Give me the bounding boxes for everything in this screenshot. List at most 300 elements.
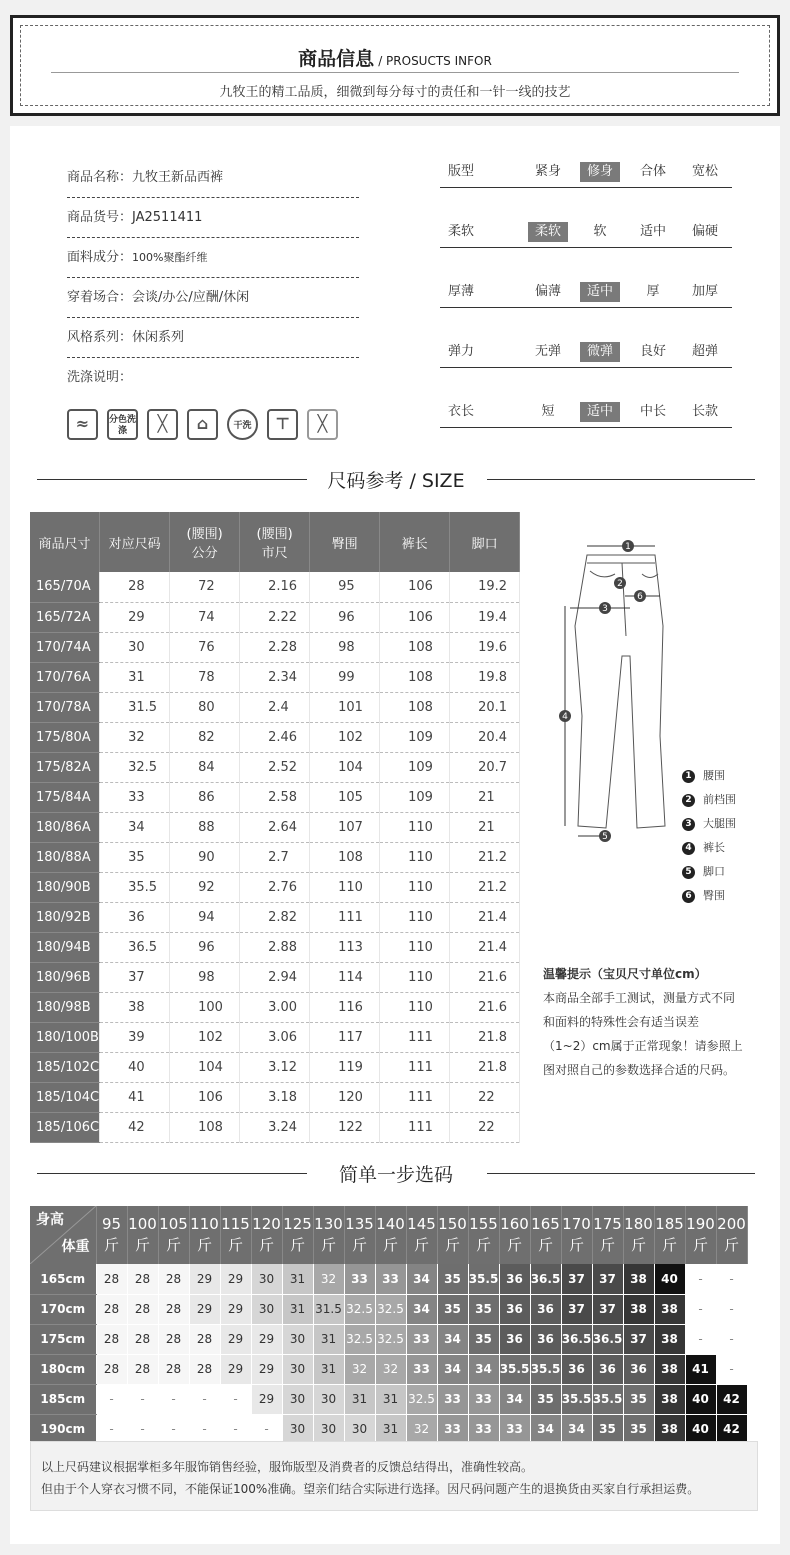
note-line: 以上尺码建议根据掌柜多年服饰销售经验，服饰版型及消费者的反馈总结得出，准确性较高。 (41, 1460, 534, 1474)
pick-cell: 33 (406, 1324, 437, 1354)
attr-option: 长款 (691, 404, 718, 419)
attr-option: 短 (541, 404, 555, 419)
size-cell: 110 (380, 872, 450, 902)
size-row (30, 782, 520, 812)
product-info-header (10, 15, 780, 116)
iron-icon: ⌂ (187, 409, 218, 440)
size-cell: 109 (380, 722, 450, 752)
height-label: 180cm (30, 1354, 96, 1384)
size-cell: 108 (380, 662, 450, 692)
pick-cell: 28 (158, 1354, 189, 1384)
pick-cell: 36 (530, 1324, 561, 1354)
pick-cell: 28 (189, 1354, 220, 1384)
size-cell: 88 (170, 812, 240, 842)
info-label: 面料成分： (67, 250, 133, 265)
weight-header (530, 1206, 561, 1264)
attr-option: 偏硬 (691, 224, 718, 239)
size-cell: 110 (380, 812, 450, 842)
size-cell: 110 (310, 872, 380, 902)
size-cell: 2.52 (240, 752, 310, 782)
size-header-cell: 臀围 (310, 512, 380, 572)
size-code: 180/88A (30, 842, 100, 872)
weight-unit: 斤 (537, 1236, 553, 1254)
pick-cell: - (158, 1414, 189, 1444)
pick-cell: 34 (530, 1414, 561, 1444)
no-tumble-dry-icon: ╳ (307, 409, 338, 440)
size-code: 185/102C (30, 1052, 100, 1082)
hand-wash-icon: ≈ (67, 409, 98, 440)
pick-cell: 36 (499, 1264, 530, 1294)
pick-cell: 32 (375, 1354, 406, 1384)
size-cell: 96 (170, 932, 240, 962)
pick-cell: 28 (127, 1354, 158, 1384)
legend-item (682, 886, 736, 910)
size-cell: 21 (450, 812, 520, 842)
legend-number: 3 (682, 818, 695, 831)
pick-cell: 36 (561, 1354, 592, 1384)
hang-dry-icon: ⊤ (267, 409, 298, 440)
weight-unit: 斤 (568, 1236, 584, 1254)
size-cell: 20.1 (450, 692, 520, 722)
size-cell: 40 (100, 1052, 170, 1082)
pick-cell: 28 (96, 1324, 127, 1354)
size-code: 165/72A (30, 602, 100, 632)
size-cell: 21 (450, 782, 520, 812)
info-label: 穿着场合： (67, 290, 133, 305)
size-cell: 30 (100, 632, 170, 662)
size-cell: 35.5 (100, 872, 170, 902)
pick-cell: 30 (282, 1414, 313, 1444)
size-header-cell: (腰围) 市尺 (240, 512, 310, 572)
pick-cell: 35 (623, 1414, 654, 1444)
height-label: 185cm (30, 1384, 96, 1414)
header-title (21, 44, 769, 71)
size-cell: 110 (380, 902, 450, 932)
size-code: 180/96B (30, 962, 100, 992)
pick-cell: 38 (654, 1384, 685, 1414)
weight-unit: 斤 (692, 1236, 708, 1254)
pick-cell: 42 (716, 1384, 747, 1414)
pick-cell: - (716, 1294, 747, 1324)
size-code: 170/76A (30, 662, 100, 692)
size-cell: 21.2 (450, 842, 520, 872)
size-cell: 2.88 (240, 932, 310, 962)
pick-cell: 42 (716, 1414, 747, 1444)
pick-cell: 29 (189, 1294, 220, 1324)
size-cell: 42 (100, 1112, 170, 1142)
pick-cell: 30 (282, 1354, 313, 1384)
attr-label: 厚薄 (448, 284, 475, 299)
size-cell: 3.18 (240, 1082, 310, 1112)
pick-cell: 31 (313, 1354, 344, 1384)
weight-unit: 斤 (661, 1236, 677, 1254)
info-label: 商品名称： (67, 170, 133, 185)
size-cell: 32.5 (100, 752, 170, 782)
attr-row-2 (440, 278, 732, 308)
pick-cell: 36 (499, 1324, 530, 1354)
pick-cell: 31 (282, 1264, 313, 1294)
marker-2-label: 2 (617, 579, 623, 589)
weight-value: 165 (531, 1215, 560, 1233)
weight-header (592, 1206, 623, 1264)
size-header-cell: 对应尺码 (100, 512, 170, 572)
attr-option: 适中 (580, 402, 620, 422)
pick-cell: 28 (96, 1264, 127, 1294)
marker-6-label: 6 (637, 592, 643, 602)
size-cell: 98 (310, 632, 380, 662)
pick-cell: 34 (406, 1264, 437, 1294)
attr-label: 衣长 (448, 404, 475, 419)
attr-label: 弹力 (448, 344, 475, 359)
header-slogan: 九牧王的精工品质，细微到每分每寸的责任和一针一线的技艺 (219, 85, 571, 100)
size-cell: 104 (170, 1052, 240, 1082)
size-cell: 109 (380, 782, 450, 812)
tip-box (543, 962, 753, 1082)
size-row (30, 872, 520, 902)
weight-header (437, 1206, 468, 1264)
weight-header (375, 1206, 406, 1264)
size-cell: 3.06 (240, 1022, 310, 1052)
legend-item (682, 766, 736, 790)
pick-cell: 34 (499, 1384, 530, 1414)
pick-cell: 36.5 (592, 1324, 623, 1354)
size-cell: 106 (380, 602, 450, 632)
size-code: 180/98B (30, 992, 100, 1022)
pick-cell: 35 (592, 1414, 623, 1444)
pick-cell: 38 (654, 1324, 685, 1354)
size-cell: 107 (310, 812, 380, 842)
size-cell: 102 (170, 1022, 240, 1052)
weight-value: 100 (128, 1215, 157, 1233)
size-cell: 29 (100, 602, 170, 632)
pick-cell: 30 (344, 1414, 375, 1444)
weight-value: 120 (252, 1215, 281, 1233)
pick-cell: 31 (375, 1384, 406, 1414)
size-row (30, 1052, 520, 1082)
legend-label: 大腿围 (703, 817, 736, 830)
pick-row (30, 1384, 747, 1414)
pick-cell: 37 (592, 1294, 623, 1324)
size-cell: 32 (100, 722, 170, 752)
pick-cell: 31 (375, 1414, 406, 1444)
pick-cell: 32.5 (344, 1324, 375, 1354)
pick-cell: 32.5 (375, 1324, 406, 1354)
size-cell: 120 (310, 1082, 380, 1112)
weight-value: 125 (283, 1215, 312, 1233)
pick-cell: - (716, 1354, 747, 1384)
attr-row-0 (440, 158, 732, 188)
size-cell: 111 (380, 1052, 450, 1082)
size-cell: 101 (310, 692, 380, 722)
info-label: 风格系列： (67, 330, 133, 345)
pick-cell: 35.5 (468, 1264, 499, 1294)
legend-number: 1 (682, 770, 695, 783)
pick-cell: 33 (499, 1414, 530, 1444)
size-cell: 111 (380, 1022, 450, 1052)
legend-number: 5 (682, 866, 695, 879)
pick-cell: 29 (220, 1294, 251, 1324)
pick-cell: 30 (251, 1264, 282, 1294)
weight-header (685, 1206, 716, 1264)
pick-cell: 41 (685, 1354, 716, 1384)
size-cell: 110 (380, 992, 450, 1022)
attr-option: 良好 (639, 344, 666, 359)
size-cell: 122 (310, 1112, 380, 1142)
info-row (67, 158, 359, 198)
size-header-cell: 脚口 (450, 512, 520, 572)
attr-option: 软 (593, 224, 607, 239)
size-cell: 41 (100, 1082, 170, 1112)
attr-option: 偏薄 (534, 284, 561, 299)
size-cell: 39 (100, 1022, 170, 1052)
info-value: 100%聚酯纤维 (132, 251, 208, 264)
pick-cell: 28 (96, 1354, 127, 1384)
size-cell: 110 (380, 932, 450, 962)
size-cell: 21.8 (450, 1022, 520, 1052)
marker-4-label: 4 (562, 712, 568, 722)
pick-cell: 29 (220, 1324, 251, 1354)
size-cell: 3.24 (240, 1112, 310, 1142)
legend-number: 6 (682, 890, 695, 903)
pick-cell: 31 (344, 1384, 375, 1414)
attr-option: 适中 (580, 282, 620, 302)
size-cell: 111 (310, 902, 380, 932)
weight-unit: 斤 (413, 1236, 429, 1254)
pick-row (30, 1414, 747, 1444)
weight-value: 150 (438, 1215, 467, 1233)
size-cell: 78 (170, 662, 240, 692)
legend-label: 裤长 (703, 841, 725, 854)
info-row (67, 358, 359, 398)
size-cell: 21.6 (450, 962, 520, 992)
size-cell: 2.34 (240, 662, 310, 692)
pick-cell: 33 (406, 1354, 437, 1384)
tip-title: 温馨提示（宝贝尺寸单位cm） (543, 967, 707, 981)
info-row (67, 198, 359, 238)
separate-wash-icon: 分色洗涤 (107, 409, 138, 440)
weight-value: 200 (717, 1215, 746, 1233)
pick-cell: 35 (623, 1384, 654, 1414)
size-code: 180/90B (30, 872, 100, 902)
size-row (30, 722, 520, 752)
size-cell: 113 (310, 932, 380, 962)
size-header-cell: 商品尺寸 (30, 512, 100, 572)
size-table-header (30, 512, 520, 572)
size-row (30, 1022, 520, 1052)
size-cell: 21.8 (450, 1052, 520, 1082)
pick-cell: 35 (468, 1324, 499, 1354)
pick-cell: - (251, 1414, 282, 1444)
disclaimer-note (30, 1441, 758, 1511)
pick-cell: 36 (592, 1354, 623, 1384)
weight-value: 175 (593, 1215, 622, 1233)
pick-cell: 35 (437, 1294, 468, 1324)
weight-value: 115 (221, 1215, 250, 1233)
content-card (10, 126, 780, 1544)
weight-unit: 斤 (258, 1236, 274, 1254)
weight-unit: 斤 (320, 1236, 336, 1254)
attr-option: 超弹 (691, 344, 718, 359)
pick-cell: - (685, 1264, 716, 1294)
weight-unit: 斤 (599, 1236, 615, 1254)
weight-header (96, 1206, 127, 1264)
weight-value: 130 (314, 1215, 343, 1233)
pick-cell: 30 (313, 1384, 344, 1414)
attr-row-1 (440, 218, 732, 248)
no-bleach-icon: ╳ (147, 409, 178, 440)
weight-value: 145 (407, 1215, 436, 1233)
pick-section-title (37, 1160, 755, 1186)
size-code: 170/78A (30, 692, 100, 722)
size-cell: 116 (310, 992, 380, 1022)
pick-cell: 33 (344, 1264, 375, 1294)
tip-line: 图对照自己的参数选择合适的尺码。 (543, 1063, 736, 1077)
size-cell: 111 (380, 1082, 450, 1112)
size-cell: 98 (170, 962, 240, 992)
pick-cell: - (96, 1384, 127, 1414)
pick-cell: - (96, 1414, 127, 1444)
weight-unit: 斤 (475, 1236, 491, 1254)
tip-lines (543, 986, 753, 1082)
size-cell: 34 (100, 812, 170, 842)
weight-header (654, 1206, 685, 1264)
pick-cell: 38 (623, 1294, 654, 1324)
measure-legend (682, 766, 736, 910)
pick-cell: 28 (127, 1324, 158, 1354)
weight-header (716, 1206, 747, 1264)
pants-diagram (530, 536, 680, 846)
size-cell: 117 (310, 1022, 380, 1052)
pick-cell: - (716, 1264, 747, 1294)
size-cell: 114 (310, 962, 380, 992)
legend-item (682, 790, 736, 814)
marker-3-label: 3 (602, 604, 608, 614)
size-cell: 106 (170, 1082, 240, 1112)
size-cell: 86 (170, 782, 240, 812)
marker-5-label: 5 (602, 832, 608, 842)
size-cell: 2.4 (240, 692, 310, 722)
size-cell: 74 (170, 602, 240, 632)
size-row (30, 1082, 520, 1112)
size-header-cell: (腰围) 公分 (170, 512, 240, 572)
size-cell: 2.28 (240, 632, 310, 662)
weight-header (623, 1206, 654, 1264)
pick-cell: 35 (530, 1384, 561, 1414)
size-cell: 104 (310, 752, 380, 782)
header-divider (51, 72, 739, 73)
marker-1-label: 1 (625, 542, 631, 552)
pick-cell: 30 (251, 1294, 282, 1324)
pick-cell: 34 (437, 1324, 468, 1354)
pick-cell: 32.5 (375, 1294, 406, 1324)
size-cell: 96 (310, 602, 380, 632)
pick-cell: 37 (561, 1264, 592, 1294)
pick-cell: 29 (251, 1384, 282, 1414)
weight-unit: 斤 (382, 1236, 398, 1254)
weight-value: 155 (469, 1215, 498, 1233)
size-row (30, 1112, 520, 1142)
size-row (30, 962, 520, 992)
info-label: 洗涤说明： (67, 370, 133, 385)
size-cell: 2.94 (240, 962, 310, 992)
size-cell: 80 (170, 692, 240, 722)
pick-cell: 29 (220, 1264, 251, 1294)
weight-unit: 斤 (630, 1236, 646, 1254)
size-code: 170/74A (30, 632, 100, 662)
size-picker-table (30, 1206, 748, 1445)
size-cell: 84 (170, 752, 240, 782)
pick-cell: 40 (685, 1384, 716, 1414)
weight-header (220, 1206, 251, 1264)
pick-title: 简单一步选码 (338, 1164, 453, 1186)
weight-unit: 斤 (165, 1236, 181, 1254)
weight-unit: 斤 (134, 1236, 150, 1254)
header-inner-frame (20, 25, 770, 106)
info-value: 九牧王新品西裤 (132, 170, 224, 185)
attr-option: 合体 (639, 164, 666, 179)
pick-cell: 33 (437, 1414, 468, 1444)
size-cell: 35 (100, 842, 170, 872)
attr-row-3 (440, 338, 732, 368)
weight-header (499, 1206, 530, 1264)
size-cell: 111 (380, 1112, 450, 1142)
weight-unit: 斤 (351, 1236, 367, 1254)
attr-option: 微弹 (580, 342, 620, 362)
size-cell: 102 (310, 722, 380, 752)
pick-cell: 32.5 (344, 1294, 375, 1324)
size-cell: 20.7 (450, 752, 520, 782)
size-cell: 2.64 (240, 812, 310, 842)
weight-value: 95 (101, 1215, 122, 1233)
size-table (30, 512, 520, 1143)
legend-number: 4 (682, 842, 695, 855)
size-cell: 3.12 (240, 1052, 310, 1082)
size-row (30, 902, 520, 932)
size-row (30, 812, 520, 842)
pick-cell: 38 (654, 1294, 685, 1324)
pick-cell: 34 (561, 1414, 592, 1444)
pick-cell: 28 (158, 1264, 189, 1294)
weight-unit: 斤 (196, 1236, 212, 1254)
weight-header (406, 1206, 437, 1264)
pick-row (30, 1324, 747, 1354)
pick-cell: 35.5 (592, 1384, 623, 1414)
size-cell: 105 (310, 782, 380, 812)
size-cell: 100 (170, 992, 240, 1022)
size-cell: 19.6 (450, 632, 520, 662)
attr-option: 宽松 (691, 164, 718, 179)
pick-cell: - (685, 1324, 716, 1354)
size-cell: 22 (450, 1112, 520, 1142)
weight-header (251, 1206, 282, 1264)
weight-value: 185 (655, 1215, 684, 1233)
pick-cell: 38 (623, 1264, 654, 1294)
attr-option: 适中 (639, 224, 666, 239)
pick-cell: 36 (499, 1294, 530, 1324)
tip-line: 和面料的特殊性会有适当误差 (543, 1015, 700, 1029)
size-cell: 36 (100, 902, 170, 932)
weight-unit: 斤 (723, 1236, 739, 1254)
size-code: 165/70A (30, 572, 100, 602)
pick-cell: - (127, 1384, 158, 1414)
attr-label: 柔软 (448, 224, 475, 239)
attr-option: 柔软 (528, 222, 568, 242)
pick-cell: 33 (375, 1264, 406, 1294)
size-cell: 109 (380, 752, 450, 782)
size-cell: 31 (100, 662, 170, 692)
pick-cell: 30 (313, 1414, 344, 1444)
pick-cell: 28 (96, 1294, 127, 1324)
